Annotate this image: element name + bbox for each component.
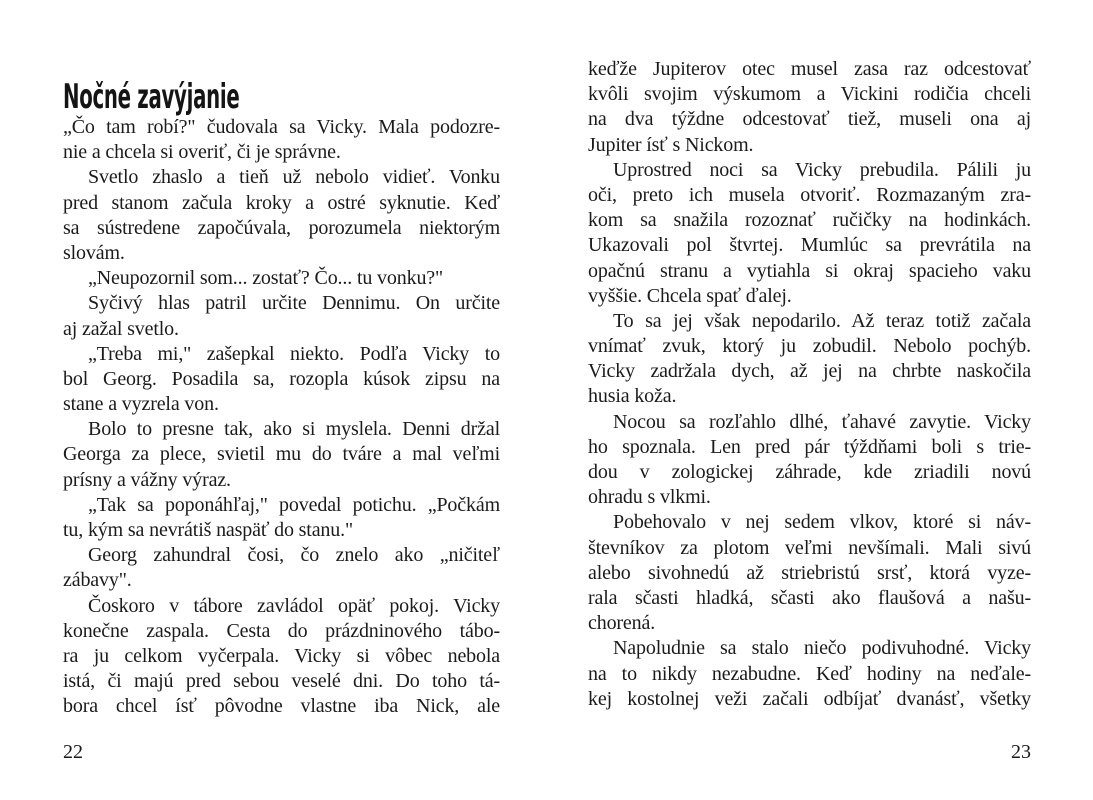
text-line: na dva týždne odcestovať tiež, museli ona aj (588, 108, 1031, 131)
text-line: kom sa snažila rozoznať ručičky na hodinkách. (588, 209, 1031, 232)
text-line: opačnú stranu a vytiahla si okraj spacieho vaku (588, 259, 1031, 282)
text-line: alebo sivohnedú až striebristú srsť, ktorá vyze- (588, 561, 1031, 584)
text-line: ho spoznala. Len pred pár týždňami boli s trie- (588, 435, 1031, 458)
text-line: dou v zologickej záhrade, kde zriadili novú (588, 461, 1031, 483)
text-line: stane a vyzrela von. (63, 393, 219, 416)
text-line: aj zažal svetlo. (63, 317, 179, 340)
text-line: prísny a vážny výraz. (63, 468, 231, 491)
text-line: kej kostolnej veži začali odbíjať dvanásť, všetky (588, 687, 1031, 710)
page-number-right: 23 (1011, 741, 1031, 763)
text-line: bol Georg. Posadila sa, rozopla kúsok zipsu na (63, 367, 500, 390)
text-line: Svetlo zhaslo a tieň už nebolo vidieť. Vonku (88, 166, 500, 189)
text-line: Napoludnie sa stalo niečo podivuhodné. Vicky (613, 637, 1031, 660)
text-line: ra ju celkom vyčerpala. Vicky si vôbec nebola (63, 644, 500, 667)
text-line: kvôli svojim výskumom a Vickini rodičia chceli (588, 83, 1031, 106)
text-line: sa sústredene započúvala, porozumela niektorým (63, 216, 500, 239)
text-line: zábavy". (63, 569, 132, 592)
text-line: števníkov za plotom veľmi nevšímali. Mali sivú (588, 536, 1031, 559)
text-line: nie a chcela si overiť, či je správne. (63, 141, 341, 164)
text-line: slovám. (63, 241, 125, 264)
text-line: husia koža. (588, 385, 677, 408)
text-line: „Treba mi," zašepkal niekto. Podľa Vicky to (88, 342, 500, 365)
text-line: Jupiter ísť s Nickom. (588, 133, 754, 156)
chapter-title: Nočné zavýjanie (63, 76, 240, 117)
text-line: Georga za plece, svietil mu do tváre a mal veľmi (63, 443, 500, 466)
text-line: „Tak sa poponáhľaj," povedal potichu. „Počkám (88, 493, 500, 516)
text-line: Uprostred noci sa Vicky prebudila. Pálili ju (613, 158, 1031, 181)
text-line: Ukazovali pol štvrtej. Mumlúc sa prevrátila na (588, 234, 1031, 257)
text-line: pred stanom začula kroky a ostré syknutie. Keď (63, 191, 500, 214)
text-line: Vicky zadržala dych, až jej na chrbte naskočila (588, 360, 1031, 383)
text-line: Nocou sa rozľahlo dlhé, ťahavé zavytie. Vicky (613, 410, 1031, 433)
text-line: rala sčasti hladká, sčasti ako flaušová a našu- (588, 586, 1031, 609)
text-line: Čoskoro v tábore zavládol opäť pokoj. Vicky (88, 594, 500, 617)
text-line: vyššie. Chcela spať ďalej. (588, 284, 792, 307)
page-number-left: 22 (63, 741, 83, 763)
text-line: „Čo tam robí?" čudovala sa Vicky. Mala podozre- (63, 116, 500, 138)
text-line: bora chcel ísť pôvodne vlastne iba Nick, ale (63, 695, 500, 718)
left-page-text-column (63, 115, 500, 720)
text-line: To sa jej však nepodarilo. Až teraz totiž začala (613, 309, 1031, 332)
right-page-text-column (588, 57, 1031, 712)
text-line: „Neupozornil som... zostať? Čo... tu vonku?" (88, 267, 444, 290)
text-line: na to nikdy nezabudne. Keď hodiny na neďale- (588, 662, 1031, 685)
text-line: konečne zaspala. Cesta do prázdninového tábo- (63, 619, 500, 642)
text-line: Pobehovalo v nej sedem vlkov, ktoré si náv- (613, 511, 1031, 534)
text-line: Georg zahundral čosi, čo znelo ako „ničiteľ (88, 544, 500, 567)
text-line: ohradu s vlkmi. (588, 486, 711, 509)
text-line: istá, či majú pred sebou veselé dni. Do toho tá- (63, 670, 500, 693)
text-line: keďže Jupiterov otec musel zasa raz odcestovať (588, 58, 1031, 80)
text-line: oči, preto ich musela otvoriť. Rozmazaným zra- (588, 183, 1031, 206)
text-line: Syčivý hlas patril určite Dennimu. On určite (88, 292, 500, 315)
text-line: Bolo to presne tak, ako si myslela. Denni držal (88, 418, 500, 441)
text-line: tu, kým sa nevrátiš naspäť do stanu." (63, 519, 353, 541)
text-line: chorená. (588, 612, 656, 635)
text-line: vnímať zvuk, ktorý ju zobudil. Nebolo pochýb. (588, 335, 1031, 358)
